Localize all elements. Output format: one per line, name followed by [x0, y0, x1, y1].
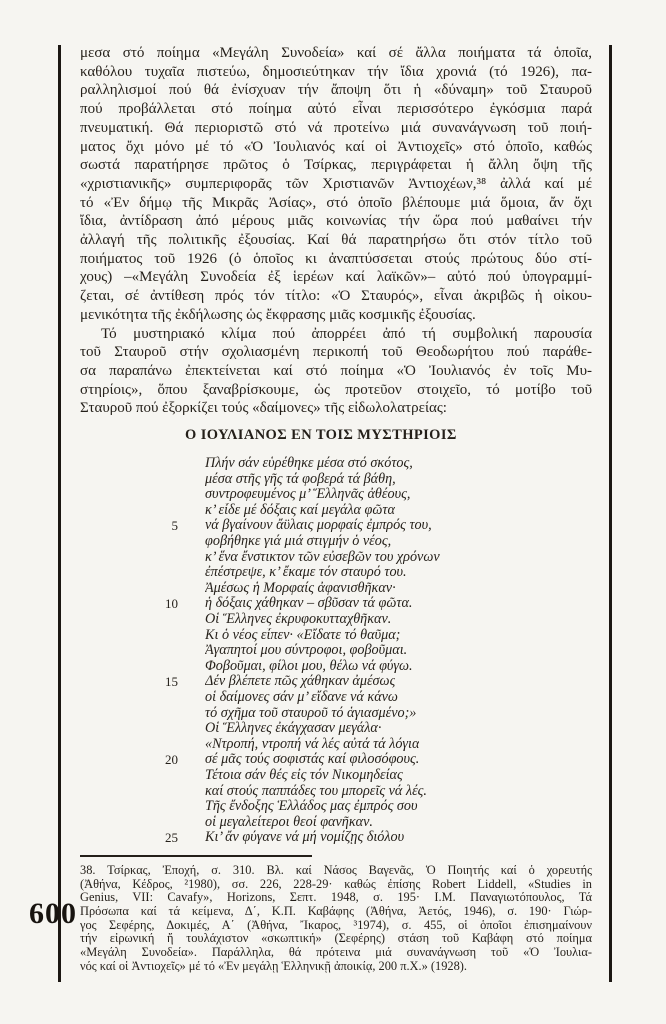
text-line: ἴδια, ἀντίδραση ἀπό μέρους μιᾶς κοινωνίας τήν ὥρα πού μαθαίνει τήν — [80, 213, 592, 230]
poem-line-number — [80, 503, 205, 519]
poem-line-text: οἱ μεγαλείτεροι θεοί φανῆκαν. — [205, 814, 373, 830]
text-line: (Ἀθήνα, Κέδρος, ²1980), σσ. 226, 228-29· καθώς ἐπίσης Robert Liddell, «Studies in — [80, 877, 592, 891]
poem-line-text: κ’ ἕνα ἔνστικτον τῶν εὐσεβῶν του χρόνων — [205, 549, 440, 565]
poem-line-number — [80, 534, 205, 550]
poem-line-number — [80, 643, 205, 659]
poem-line-number: 20 — [165, 752, 178, 768]
body-paragraph-2 — [80, 325, 592, 419]
poem-line-text: Πλήν σάν εὑρέθηκε μέσα στό σκότος, — [205, 456, 413, 472]
poem-line — [80, 518, 592, 534]
text-line: Genius, VII: Cavafy», Horizons, Σεπτ. 1948, σ. 195· Ι.Μ. Παναγιωτόπουλος, Τά — [80, 891, 592, 905]
text-line: στηρίοις», ὅπου ξαναβρίσκουμε, ὡς προτεῦον στοιχεῖο, τό μοτίβο τοῦ — [80, 381, 592, 398]
poem-line-number: 15 — [165, 674, 178, 690]
poem-line-text: «Ντροπή, ντροπή νά λές αὐτά τά λόγια — [205, 736, 420, 752]
poem-line — [80, 784, 592, 800]
text-line: «Μεγάλη Συνοδεία». Παράλληλα, θά πρότεινα μιά συνανάγνωση τοῦ «Ὁ Ἰουλια- — [80, 946, 592, 960]
poem-line — [80, 706, 592, 722]
poem-line — [80, 534, 592, 550]
poem-line-number — [80, 690, 205, 706]
poem-line-number — [80, 456, 205, 472]
poem-line — [80, 815, 592, 831]
text-line: ματος ὄχι μόνο μέ τό «Ὁ Ἰουλιανός καί οἱ Ἀντιοχεῖς» στό ὁποῖο, καθώς — [80, 138, 592, 155]
poem-line-text: Κι’ ἄν φύγανε νά μή νομίζῃς διόλου — [205, 830, 405, 846]
poem-line-text: φοβήθηκε γιά μιά στιγμήν ὁ νέος, — [205, 534, 392, 550]
text-line: μεσα στό ποίημα «Μεγάλη Συνοδεία» καί σέ ἄλλα ποιήματα τά ὁποῖα, — [80, 45, 592, 61]
text-line: γος Σεφέρης, Δοκιμές, Α΄ (Ἀθήνα, Ἴκαρος, ³1974), σ. 455, οἱ ὁποῖοι ἐπισημαίνουν — [80, 918, 592, 932]
poem-line-number — [80, 784, 205, 800]
poem-line — [80, 643, 592, 659]
poem-line-number — [80, 815, 205, 831]
text-line: μενικότητα τῆς ἐκδήλωσης ὡς ἔκφρασης μιᾶς κοσμικῆς ἐξουσίας. — [80, 306, 476, 323]
poem-line — [80, 612, 592, 628]
poem-line-number — [80, 472, 205, 488]
poem-line — [80, 596, 592, 612]
poem-line-text: ἐπέστρεψε, κ’ ἔκαμε τόν σταυρό του. — [205, 565, 407, 581]
poem-line-text: νά βγαίνουν ἄϋλαις μορφαίς ἐμπρός του, — [205, 518, 432, 534]
text-line: σωστά παρατήρησε πρῶτος ὁ Τσίρκας, περιγράφεται ἡ ἄλλη ὄψη τῆς — [80, 157, 592, 174]
poem-line — [80, 487, 592, 503]
text-line: ποιήματος τοῦ 1926 (ὁ ὁποῖος κι ἀναπτύσσεται στούς πρώτους δύο στί- — [80, 250, 592, 267]
poem-line-text: Τέτοια σάν θές εἰς τόν Νικομηδείας — [205, 767, 403, 783]
poem-line — [80, 690, 592, 706]
poem-line-number — [80, 487, 205, 503]
poem-line-text: Ἀμέσως ἡ Μορφαίς ἀφανισθῆκαν· — [205, 580, 396, 596]
text-line: «χριστιανικῆς» συμπεριφορᾶς τῶν Χριστιανῶν Ἀντιοχέων,³⁸ ἀλλά καί μέ — [80, 175, 592, 192]
poem-line-number — [80, 612, 205, 628]
poem-line — [80, 503, 592, 519]
poem-line-text: Κι ὁ νέος εἶπεν· «Εἴδατε τό θαῦμα; — [205, 627, 401, 643]
poem-line-number — [80, 737, 205, 753]
poem-line-text: κ’ εἶδε μέ δόξαις καί μεγάλα φῶτα — [205, 502, 395, 518]
text-line: τοῦ Σταυροῦ στήν σχολιασμένη περικοπή τοῦ Θεοδωρήτου πού παράθε- — [80, 344, 592, 361]
poem-line-number — [80, 659, 205, 675]
poem-line — [80, 737, 592, 753]
poem-line-text: ἡ δόξαις χάθηκαν – σβῦσαν τά φῶτα. — [205, 596, 413, 612]
poem-line — [80, 565, 592, 581]
poem-line — [80, 456, 592, 472]
poem-line-number — [80, 768, 205, 784]
text-line: τό «Ἐν δήμῳ τῆς Μικρᾶς Ἀσίας», στό ὁποῖο βλέπουμε μιά ὅμοια, ἄν ὄχι — [80, 194, 592, 211]
text-line: τήν εἰρωνική ἤ τουλάχιστον «σκωπτική» (Σεφέρης) στάση τοῦ Καβάφη στό ποίημα — [80, 932, 592, 946]
poem-line-number — [80, 581, 205, 597]
poem-title: Ο ΙΟΥΛΙΑΝΟΣ ΕΝ ΤΟΙΣ ΜΥΣΤΗΡΙΟΙΣ — [185, 427, 457, 444]
text-column — [80, 44, 592, 974]
poem-line — [80, 581, 592, 597]
poem-line-text: Φοβοῦμαι, φίλοι μου, θέλω νά φύγω. — [205, 658, 413, 674]
text-line: ἀλλαγή τῆς πολιτικῆς ἐξουσίας. Καί θά παρατηρήσω ὅτι στόν τίτλο τοῦ — [80, 232, 592, 249]
text-line: ζεται, σέ ἀντίθεση πρός τόν τίτλο: «Ὁ Σταυρός», εἶναι ἀκριβῶς ἡ οἰκου- — [80, 288, 592, 305]
poem-line — [80, 799, 592, 815]
poem-line-number: 5 — [171, 518, 178, 534]
poem-line-text: οἱ δαίμονες σάν μ’ εἴδανε νά κάνω — [205, 689, 398, 705]
poem-line — [80, 550, 592, 566]
poem-line-number — [80, 628, 205, 644]
poem-line — [80, 752, 592, 768]
poem-line-text: Δέν βλέπετε πῶς χάθηκαν ἀμέσως — [205, 674, 396, 690]
text-line: χους) –«Μεγάλη Συνοδεία ἐξ ἱερέων καί λαϊκῶν»– αὐτό πού ὑπογραμμί- — [80, 269, 592, 286]
poem-line-text: Ἀγαπητοί μου σύντροφοι, φοβοῦμαι. — [205, 643, 408, 659]
poem-line-text: Τῆς ἔνδοξης Ἑλλάδος μας ἐμπρός σου — [205, 799, 418, 815]
text-line: πνευματική. Θά περιοριστῶ στό νά προτείνω μιά συνανάγνωση τοῦ ποιή- — [80, 119, 592, 136]
poem-line-number: 25 — [165, 830, 178, 846]
poem-line — [80, 768, 592, 784]
poem-line — [80, 830, 592, 846]
body-paragraph-1 — [80, 44, 592, 325]
footnote-separator — [80, 855, 312, 857]
poem-line-text: Οἱ Ἕλληνες ἐκάγχασαν μεγάλα· — [205, 721, 382, 737]
text-line: καθόλου τυχαῖα πιστεύω, δημοσιεύτηκαν τήν ἴδια χρονιά (τό 1926), πα- — [80, 63, 592, 80]
poem-line — [80, 628, 592, 644]
poem-line-number — [80, 550, 205, 566]
poem-line-number — [80, 565, 205, 581]
poem-line-text: καί στούς παππάδες του μπορεῖς νά λές. — [205, 783, 427, 799]
text-line: σα παραπάνω ἐπεκτείνεται καί στό ποίημα «Ὁ Ἰουλιανός ἐν τοῖς Μυ- — [80, 362, 592, 379]
poem-line-number — [80, 721, 205, 737]
poem-block — [80, 456, 592, 846]
poem-line — [80, 721, 592, 737]
text-line: Πρόσωπα καί τά κείμενα, Δ΄, Κ.Π. Καβάφης (Ἀθήνα, Ἀετός, 1946), σ. 190· Γιώρ- — [80, 905, 592, 919]
poem-line-text: σέ μᾶς τούς σοφιστάς καί φιλοσόφους. — [205, 752, 420, 768]
page-number: 600 — [29, 897, 77, 930]
poem-line — [80, 472, 592, 488]
text-line: Τό μυστηριακό κλίμα πού ἀπορρέει ἀπό τή συμβολική παρουσία — [101, 325, 592, 342]
text-line: 38. Τσίρκας, Ἐποχή, σ. 310. Βλ. καί Νάσος Βαγενᾶς, Ὁ Ποιητής καί ὁ χορευτής — [80, 863, 592, 877]
footnote-38 — [80, 864, 592, 974]
text-line: νός καί οἱ Ἀντιοχεῖς» μέ τό «Ἐν μεγάλῃ Ἑλληνικῇ ἀποικίᾳ, 200 π.Χ.» (1928). — [80, 959, 468, 973]
text-line: πού προβάλλεται στό ποίημα αὐτό εἶναι περισσότερο ἐγκόσμια παρά — [80, 101, 592, 118]
text-line: Σταυροῦ πού ἐξορκίζει τούς «δαίμονες» τῆς εἰδωλολατρείας: — [80, 400, 447, 417]
text-line: ραλληλισμοί πού θά ἐνίσχυαν τήν ἄποψη ὅτι ἡ «δύναμη» τοῦ Σταυροῦ — [80, 82, 592, 99]
poem-line-text: συντροφευμένος μ’ Ἕλληνᾶς ἀθέους, — [205, 487, 411, 503]
poem-line-text: τό σχῆμα τοῦ σταυροῦ τό ἁγιασμένο;» — [205, 705, 417, 721]
poem-line-text: μέσα στῆς γῆς τά φοβερά τά βάθη, — [205, 471, 396, 487]
poem-line-number: 10 — [165, 596, 178, 612]
poem-line-number — [80, 706, 205, 722]
poem-line — [80, 674, 592, 690]
poem-line-text: Οἱ Ἕλληνες ἐκρυφοκυτταχθῆκαν. — [205, 612, 392, 627]
left-border-rule — [58, 45, 61, 982]
poem-line — [80, 659, 592, 675]
right-border-rule — [609, 45, 612, 982]
poem-line-number — [80, 799, 205, 815]
